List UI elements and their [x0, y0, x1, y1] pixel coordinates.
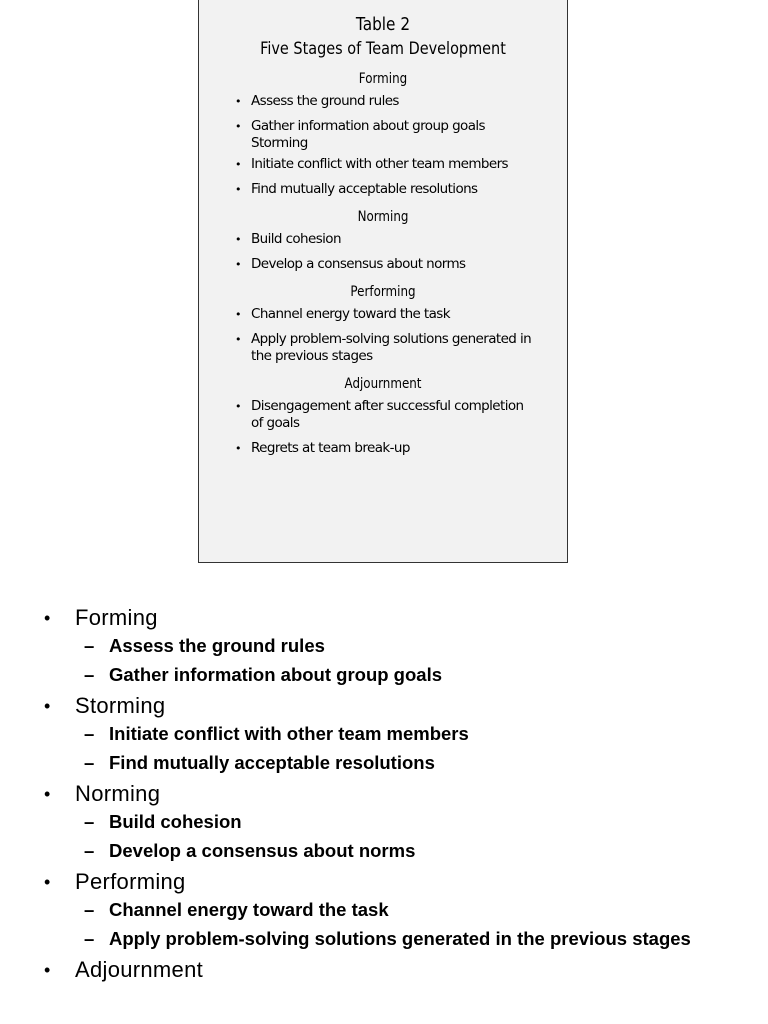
table-list-item: • Disengagement after successful completion of goals	[251, 398, 537, 432]
table-title: Table 2	[355, 14, 411, 35]
table-inline-stage-label: Storming	[251, 135, 308, 151]
table-subtitle: Five Stages of Team Development	[260, 39, 506, 59]
outline-stage-title: • Storming	[44, 692, 744, 720]
outline-sub-item: – Apply problem-solving solutions generated in the previous stages	[44, 927, 744, 950]
outline-sub-item: – Develop a consensus about norms	[44, 839, 744, 862]
table-list-item: • Channel energy toward the task	[251, 306, 537, 323]
table-section-title: Performing	[350, 284, 416, 300]
table-list-item: • Initiate conflict with other team members	[251, 156, 537, 173]
table-section-adjournment	[199, 374, 567, 457]
outline-sub-item: – Gather information about group goals	[44, 663, 744, 686]
outline-stage-title: • Performing	[44, 868, 744, 896]
table-section-norming	[199, 207, 567, 273]
table-list-item: • Assess the ground rules	[251, 93, 537, 110]
outline-sub-list	[44, 634, 744, 686]
table-section-list	[199, 156, 567, 198]
table-section-title: Forming	[358, 71, 408, 87]
table-card	[198, 0, 568, 563]
table-list-item: • Regrets at team break-up	[251, 440, 537, 457]
table-section-list	[199, 306, 567, 365]
table-list-item: • Find mutually acceptable resolutions	[251, 181, 537, 198]
table-section-list	[199, 93, 567, 152]
table-section-list	[199, 398, 567, 457]
outline-sub-item: – Initiate conflict with other team members	[44, 722, 744, 745]
table-section-storming	[199, 156, 567, 198]
outline-sub-item: – Channel energy toward the task	[44, 898, 744, 921]
outline-sub-list	[44, 722, 744, 774]
table-list-item: • Apply problem-solving solutions generated in the previous stages	[251, 331, 537, 365]
table-list-item: • Gather information about group goals Storming	[251, 118, 537, 152]
outline-sub-item: – Build cohesion	[44, 810, 744, 833]
table-section-performing	[199, 282, 567, 365]
table-section-title: Adjournment	[344, 376, 422, 392]
stage-outline	[44, 604, 744, 984]
table-section-forming	[199, 69, 567, 152]
outline-stage-title: • Adjournment	[44, 956, 744, 984]
table-section-list	[199, 231, 567, 273]
table-list-item: • Build cohesion	[251, 231, 537, 248]
table-list-item: • Develop a consensus about norms	[251, 256, 537, 273]
outline-sub-list	[44, 810, 744, 862]
outline-sub-item: – Assess the ground rules	[44, 634, 744, 657]
outline-sub-list	[44, 898, 744, 950]
outline-stage-title: • Forming	[44, 604, 744, 632]
table-section-title: Norming	[357, 209, 409, 225]
outline-stage-title: • Norming	[44, 780, 744, 808]
outline-sub-item: – Find mutually acceptable resolutions	[44, 751, 744, 774]
